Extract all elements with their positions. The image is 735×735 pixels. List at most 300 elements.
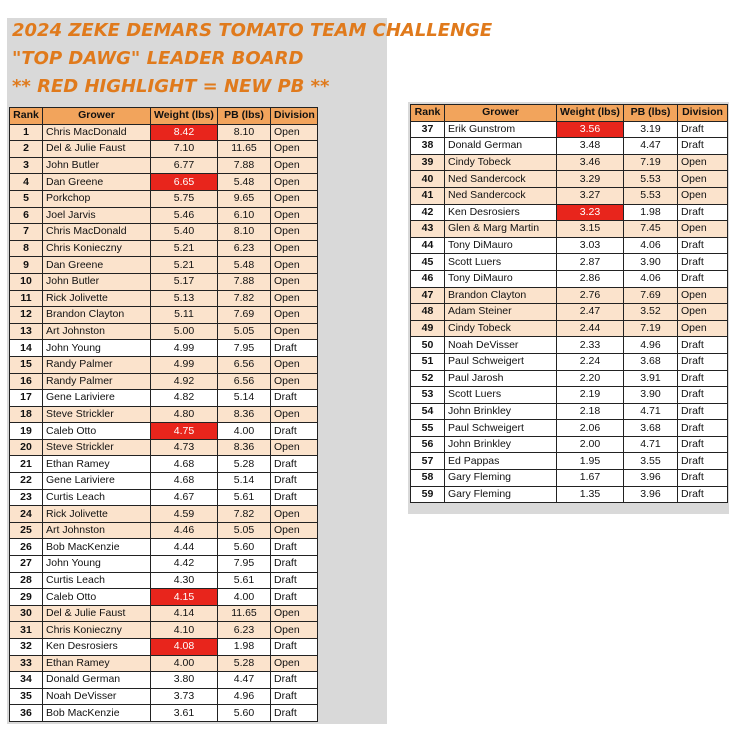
division-cell: Draft bbox=[678, 370, 728, 387]
rank-cell: 50 bbox=[411, 337, 445, 354]
division-cell: Open bbox=[271, 273, 318, 290]
rank-cell: 4 bbox=[10, 174, 43, 191]
grower-cell: Ken Desrosiers bbox=[445, 204, 557, 221]
weight-cell: 8.42 bbox=[151, 124, 218, 141]
weight-cell: 4.80 bbox=[151, 406, 218, 423]
table-row bbox=[411, 320, 728, 337]
division-cell: Open bbox=[271, 174, 318, 191]
pb-cell: 5.53 bbox=[624, 171, 678, 188]
grower-cell: Bob MacKenzie bbox=[43, 539, 151, 556]
rank-cell: 54 bbox=[411, 403, 445, 420]
pb-cell: 3.91 bbox=[624, 370, 678, 387]
pb-cell: 7.69 bbox=[218, 307, 271, 324]
weight-cell: 2.18 bbox=[557, 403, 624, 420]
rank-cell: 57 bbox=[411, 453, 445, 470]
weight-cell: 4.10 bbox=[151, 622, 218, 639]
pb-cell: 6.10 bbox=[218, 207, 271, 224]
grower-cell: Cindy Tobeck bbox=[445, 154, 557, 171]
table-header-row bbox=[411, 105, 728, 122]
pb-cell: 4.00 bbox=[218, 423, 271, 440]
pb-cell: 3.90 bbox=[624, 254, 678, 271]
pb-cell: 8.36 bbox=[218, 406, 271, 423]
grower-cell: Donald German bbox=[43, 672, 151, 689]
pb-cell: 7.82 bbox=[218, 290, 271, 307]
leaderboard-table-left bbox=[9, 107, 318, 722]
grower-cell: Paul Schweigert bbox=[445, 353, 557, 370]
grower-cell: Scott Luers bbox=[445, 387, 557, 404]
weight-cell: 5.75 bbox=[151, 190, 218, 207]
division-cell: Draft bbox=[271, 390, 318, 407]
division-cell: Draft bbox=[271, 556, 318, 573]
pb-cell: 3.96 bbox=[624, 470, 678, 487]
rank-cell: 22 bbox=[10, 473, 43, 490]
grower-cell: Tony DiMauro bbox=[445, 237, 557, 254]
weight-cell: 2.47 bbox=[557, 304, 624, 321]
rank-cell: 14 bbox=[10, 340, 43, 357]
grower-cell: John Butler bbox=[43, 157, 151, 174]
table-row bbox=[10, 605, 318, 622]
rank-cell: 31 bbox=[10, 622, 43, 639]
table-row bbox=[411, 403, 728, 420]
division-cell: Open bbox=[271, 141, 318, 158]
division-cell: Open bbox=[271, 323, 318, 340]
rank-cell: 32 bbox=[10, 639, 43, 656]
weight-cell: 2.44 bbox=[557, 320, 624, 337]
rank-cell: 21 bbox=[10, 456, 43, 473]
division-cell: Open bbox=[678, 287, 728, 304]
table-row bbox=[10, 506, 318, 523]
header-weight: Weight (lbs) bbox=[151, 108, 218, 125]
weight-cell: 4.75 bbox=[151, 423, 218, 440]
grower-cell: Bob MacKenzie bbox=[43, 705, 151, 722]
pb-cell: 5.48 bbox=[218, 257, 271, 274]
table-row bbox=[411, 187, 728, 204]
rank-cell: 27 bbox=[10, 556, 43, 573]
division-cell: Open bbox=[678, 171, 728, 188]
division-cell: Draft bbox=[678, 254, 728, 271]
rank-cell: 17 bbox=[10, 390, 43, 407]
pb-cell: 5.53 bbox=[624, 187, 678, 204]
table-row bbox=[10, 688, 318, 705]
division-cell: Draft bbox=[271, 639, 318, 656]
rank-cell: 52 bbox=[411, 370, 445, 387]
rank-cell: 44 bbox=[411, 237, 445, 254]
rank-cell: 6 bbox=[10, 207, 43, 224]
weight-cell: 3.56 bbox=[557, 121, 624, 138]
weight-cell: 6.77 bbox=[151, 157, 218, 174]
pb-cell: 8.10 bbox=[218, 224, 271, 241]
division-cell: Draft bbox=[271, 672, 318, 689]
table-row bbox=[411, 254, 728, 271]
division-cell: Open bbox=[678, 154, 728, 171]
grower-cell: Art Johnston bbox=[43, 323, 151, 340]
division-cell: Draft bbox=[678, 436, 728, 453]
table-row bbox=[411, 171, 728, 188]
table-row bbox=[10, 157, 318, 174]
grower-cell: Adam Steiner bbox=[445, 304, 557, 321]
grower-cell: Erik Gunstrom bbox=[445, 121, 557, 138]
grower-cell: Chris MacDonald bbox=[43, 224, 151, 241]
table-row bbox=[10, 174, 318, 191]
table-row bbox=[10, 124, 318, 141]
grower-cell: Donald German bbox=[445, 138, 557, 155]
table-row bbox=[10, 572, 318, 589]
grower-cell: Ken Desrosiers bbox=[43, 639, 151, 656]
division-cell: Draft bbox=[271, 423, 318, 440]
division-cell: Open bbox=[271, 622, 318, 639]
header-division: Division bbox=[271, 108, 318, 125]
weight-cell: 4.99 bbox=[151, 356, 218, 373]
leaderboard-body-right bbox=[411, 121, 728, 503]
pb-cell: 4.71 bbox=[624, 403, 678, 420]
rank-cell: 56 bbox=[411, 436, 445, 453]
pb-cell: 3.52 bbox=[624, 304, 678, 321]
table-row bbox=[10, 672, 318, 689]
grower-cell: John Brinkley bbox=[445, 403, 557, 420]
grower-cell: John Butler bbox=[43, 273, 151, 290]
pb-cell: 5.05 bbox=[218, 522, 271, 539]
division-cell: Open bbox=[271, 506, 318, 523]
division-cell: Draft bbox=[271, 489, 318, 506]
grower-cell: Caleb Otto bbox=[43, 423, 151, 440]
pb-cell: 9.65 bbox=[218, 190, 271, 207]
rank-cell: 34 bbox=[10, 672, 43, 689]
pb-cell: 5.60 bbox=[218, 539, 271, 556]
pb-cell: 11.65 bbox=[218, 141, 271, 158]
pb-cell: 7.88 bbox=[218, 157, 271, 174]
grower-cell: Gary Fleming bbox=[445, 486, 557, 503]
weight-cell: 2.24 bbox=[557, 353, 624, 370]
table-row bbox=[10, 257, 318, 274]
weight-cell: 1.35 bbox=[557, 486, 624, 503]
rank-cell: 51 bbox=[411, 353, 445, 370]
division-cell: Open bbox=[271, 240, 318, 257]
table-row bbox=[411, 221, 728, 238]
weight-cell: 2.87 bbox=[557, 254, 624, 271]
division-cell: Draft bbox=[678, 453, 728, 470]
division-cell: Open bbox=[678, 304, 728, 321]
division-cell: Open bbox=[271, 655, 318, 672]
pb-cell: 7.95 bbox=[218, 340, 271, 357]
pb-cell: 3.55 bbox=[624, 453, 678, 470]
rank-cell: 2 bbox=[10, 141, 43, 158]
weight-cell: 5.21 bbox=[151, 257, 218, 274]
pb-cell: 4.06 bbox=[624, 237, 678, 254]
table-row bbox=[10, 622, 318, 639]
weight-cell: 2.33 bbox=[557, 337, 624, 354]
grower-cell: Chris Konieczny bbox=[43, 622, 151, 639]
rank-cell: 38 bbox=[411, 138, 445, 155]
division-cell: Draft bbox=[678, 337, 728, 354]
weight-cell: 2.00 bbox=[557, 436, 624, 453]
pb-cell: 11.65 bbox=[218, 605, 271, 622]
pb-cell: 7.19 bbox=[624, 154, 678, 171]
rank-cell: 47 bbox=[411, 287, 445, 304]
table-row bbox=[10, 356, 318, 373]
weight-cell: 4.68 bbox=[151, 456, 218, 473]
table-row bbox=[10, 373, 318, 390]
rank-cell: 49 bbox=[411, 320, 445, 337]
weight-cell: 4.68 bbox=[151, 473, 218, 490]
table-row bbox=[10, 439, 318, 456]
pb-cell: 5.05 bbox=[218, 323, 271, 340]
pb-cell: 4.06 bbox=[624, 270, 678, 287]
rank-cell: 42 bbox=[411, 204, 445, 221]
table-row bbox=[411, 436, 728, 453]
weight-cell: 5.17 bbox=[151, 273, 218, 290]
weight-cell: 3.46 bbox=[557, 154, 624, 171]
division-cell: Draft bbox=[678, 138, 728, 155]
weight-cell: 5.00 bbox=[151, 323, 218, 340]
division-cell: Draft bbox=[271, 705, 318, 722]
table-row bbox=[411, 287, 728, 304]
grower-cell: Cindy Tobeck bbox=[445, 320, 557, 337]
table-row bbox=[10, 273, 318, 290]
weight-cell: 4.30 bbox=[151, 572, 218, 589]
pb-cell: 5.61 bbox=[218, 572, 271, 589]
grower-cell: Gene Lariviere bbox=[43, 473, 151, 490]
rank-cell: 18 bbox=[10, 406, 43, 423]
page-subtitle: "TOP DAWG" LEADER BOARD bbox=[12, 48, 304, 69]
grower-cell: Ed Pappas bbox=[445, 453, 557, 470]
grower-cell: Art Johnston bbox=[43, 522, 151, 539]
rank-cell: 59 bbox=[411, 486, 445, 503]
weight-cell: 2.06 bbox=[557, 420, 624, 437]
pb-cell: 6.56 bbox=[218, 373, 271, 390]
division-cell: Draft bbox=[271, 539, 318, 556]
weight-cell: 3.03 bbox=[557, 237, 624, 254]
grower-cell: Noah DeVisser bbox=[445, 337, 557, 354]
table-row bbox=[10, 456, 318, 473]
pb-cell: 4.71 bbox=[624, 436, 678, 453]
rank-cell: 41 bbox=[411, 187, 445, 204]
weight-cell: 3.23 bbox=[557, 204, 624, 221]
grower-cell: Chris Konieczny bbox=[43, 240, 151, 257]
weight-cell: 3.48 bbox=[557, 138, 624, 155]
rank-cell: 20 bbox=[10, 439, 43, 456]
weight-cell: 3.15 bbox=[557, 221, 624, 238]
weight-cell: 1.67 bbox=[557, 470, 624, 487]
pb-cell: 5.48 bbox=[218, 174, 271, 191]
grower-cell: Brandon Clayton bbox=[445, 287, 557, 304]
table-row bbox=[10, 589, 318, 606]
grower-cell: Joel Jarvis bbox=[43, 207, 151, 224]
weight-cell: 4.73 bbox=[151, 439, 218, 456]
header-rank: Rank bbox=[10, 108, 43, 125]
pb-cell: 7.45 bbox=[624, 221, 678, 238]
grower-cell: Randy Palmer bbox=[43, 373, 151, 390]
division-cell: Open bbox=[678, 221, 728, 238]
division-cell: Open bbox=[271, 406, 318, 423]
pb-cell: 3.19 bbox=[624, 121, 678, 138]
table-row bbox=[10, 705, 318, 722]
page-title: 2024 ZEKE DEMARS TOMATO TEAM CHALLENGE bbox=[12, 20, 493, 41]
division-cell: Draft bbox=[271, 589, 318, 606]
grower-cell: Del & Julie Faust bbox=[43, 605, 151, 622]
grower-cell: Brandon Clayton bbox=[43, 307, 151, 324]
weight-cell: 5.40 bbox=[151, 224, 218, 241]
rank-cell: 33 bbox=[10, 655, 43, 672]
table-row bbox=[10, 390, 318, 407]
rank-cell: 8 bbox=[10, 240, 43, 257]
weight-cell: 5.21 bbox=[151, 240, 218, 257]
table-row bbox=[10, 190, 318, 207]
grower-cell: Gary Fleming bbox=[445, 470, 557, 487]
pb-cell: 7.95 bbox=[218, 556, 271, 573]
rank-cell: 37 bbox=[411, 121, 445, 138]
pb-cell: 8.36 bbox=[218, 439, 271, 456]
weight-cell: 4.82 bbox=[151, 390, 218, 407]
pb-cell: 5.60 bbox=[218, 705, 271, 722]
pb-cell: 1.98 bbox=[218, 639, 271, 656]
division-cell: Draft bbox=[678, 486, 728, 503]
division-cell: Draft bbox=[678, 237, 728, 254]
table-row bbox=[411, 237, 728, 254]
division-cell: Draft bbox=[678, 270, 728, 287]
rank-cell: 48 bbox=[411, 304, 445, 321]
pb-cell: 5.28 bbox=[218, 655, 271, 672]
division-cell: Draft bbox=[678, 470, 728, 487]
rank-cell: 19 bbox=[10, 423, 43, 440]
weight-cell: 5.11 bbox=[151, 307, 218, 324]
leaderboard-table-right bbox=[410, 104, 728, 503]
table-row bbox=[10, 473, 318, 490]
rank-cell: 3 bbox=[10, 157, 43, 174]
division-cell: Draft bbox=[271, 340, 318, 357]
division-cell: Open bbox=[271, 522, 318, 539]
rank-cell: 15 bbox=[10, 356, 43, 373]
weight-cell: 2.76 bbox=[557, 287, 624, 304]
rank-cell: 45 bbox=[411, 254, 445, 271]
rank-cell: 35 bbox=[10, 688, 43, 705]
grower-cell: Rick Jolivette bbox=[43, 290, 151, 307]
pb-cell: 4.96 bbox=[624, 337, 678, 354]
table-row bbox=[411, 420, 728, 437]
division-cell: Open bbox=[271, 157, 318, 174]
table-row bbox=[411, 387, 728, 404]
division-cell: Draft bbox=[678, 204, 728, 221]
rank-cell: 25 bbox=[10, 522, 43, 539]
leaderboard-body-left bbox=[10, 124, 318, 721]
weight-cell: 4.67 bbox=[151, 489, 218, 506]
weight-cell: 4.42 bbox=[151, 556, 218, 573]
table-row bbox=[411, 370, 728, 387]
grower-cell: Chris MacDonald bbox=[43, 124, 151, 141]
pb-cell: 5.14 bbox=[218, 390, 271, 407]
weight-cell: 1.95 bbox=[557, 453, 624, 470]
table-row bbox=[10, 406, 318, 423]
weight-cell: 3.80 bbox=[151, 672, 218, 689]
header-rank: Rank bbox=[411, 105, 445, 122]
pb-cell: 7.19 bbox=[624, 320, 678, 337]
grower-cell: Steve Strickler bbox=[43, 439, 151, 456]
division-cell: Open bbox=[271, 224, 318, 241]
pb-cell: 4.00 bbox=[218, 589, 271, 606]
pb-cell: 6.23 bbox=[218, 240, 271, 257]
weight-cell: 4.14 bbox=[151, 605, 218, 622]
division-cell: Draft bbox=[678, 387, 728, 404]
grower-cell: Rick Jolivette bbox=[43, 506, 151, 523]
division-cell: Open bbox=[271, 257, 318, 274]
pb-cell: 6.56 bbox=[218, 356, 271, 373]
table-row bbox=[411, 337, 728, 354]
table-row bbox=[10, 323, 318, 340]
weight-cell: 7.10 bbox=[151, 141, 218, 158]
grower-cell: Ethan Ramey bbox=[43, 655, 151, 672]
grower-cell: John Young bbox=[43, 556, 151, 573]
rank-cell: 36 bbox=[10, 705, 43, 722]
weight-cell: 4.59 bbox=[151, 506, 218, 523]
rank-cell: 11 bbox=[10, 290, 43, 307]
grower-cell: John Brinkley bbox=[445, 436, 557, 453]
weight-cell: 4.92 bbox=[151, 373, 218, 390]
grower-cell: Tony DiMauro bbox=[445, 270, 557, 287]
table-row bbox=[411, 353, 728, 370]
division-cell: Draft bbox=[271, 688, 318, 705]
grower-cell: Dan Greene bbox=[43, 174, 151, 191]
division-cell: Open bbox=[271, 124, 318, 141]
division-cell: Draft bbox=[678, 121, 728, 138]
grower-cell: Gene Lariviere bbox=[43, 390, 151, 407]
pb-cell: 6.23 bbox=[218, 622, 271, 639]
rank-cell: 40 bbox=[411, 171, 445, 188]
weight-cell: 3.29 bbox=[557, 171, 624, 188]
division-cell: Open bbox=[271, 605, 318, 622]
table-row bbox=[10, 423, 318, 440]
table-header-row bbox=[10, 108, 318, 125]
weight-cell: 4.15 bbox=[151, 589, 218, 606]
grower-cell: Ned Sandercock bbox=[445, 171, 557, 188]
pb-cell: 4.47 bbox=[218, 672, 271, 689]
rank-cell: 30 bbox=[10, 605, 43, 622]
table-row bbox=[411, 121, 728, 138]
table-row bbox=[10, 240, 318, 257]
rank-cell: 29 bbox=[10, 589, 43, 606]
grower-cell: Curtis Leach bbox=[43, 572, 151, 589]
pb-cell: 5.14 bbox=[218, 473, 271, 490]
division-cell: Draft bbox=[271, 572, 318, 589]
table-row bbox=[411, 486, 728, 503]
table-row bbox=[10, 207, 318, 224]
rank-cell: 46 bbox=[411, 270, 445, 287]
header-division: Division bbox=[678, 105, 728, 122]
table-row bbox=[10, 290, 318, 307]
weight-cell: 5.46 bbox=[151, 207, 218, 224]
grower-cell: Caleb Otto bbox=[43, 589, 151, 606]
grower-cell: John Young bbox=[43, 340, 151, 357]
table-row bbox=[411, 138, 728, 155]
weight-cell: 4.00 bbox=[151, 655, 218, 672]
rank-cell: 26 bbox=[10, 539, 43, 556]
weight-cell: 4.99 bbox=[151, 340, 218, 357]
table-row bbox=[10, 539, 318, 556]
rank-cell: 53 bbox=[411, 387, 445, 404]
division-cell: Draft bbox=[678, 420, 728, 437]
grower-cell: Curtis Leach bbox=[43, 489, 151, 506]
weight-cell: 6.65 bbox=[151, 174, 218, 191]
pb-cell: 5.61 bbox=[218, 489, 271, 506]
rank-cell: 10 bbox=[10, 273, 43, 290]
division-cell: Open bbox=[271, 207, 318, 224]
weight-cell: 4.08 bbox=[151, 639, 218, 656]
rank-cell: 16 bbox=[10, 373, 43, 390]
division-cell: Open bbox=[271, 307, 318, 324]
table-row bbox=[10, 489, 318, 506]
table-row bbox=[10, 522, 318, 539]
header-pb: PB (lbs) bbox=[624, 105, 678, 122]
weight-cell: 3.61 bbox=[151, 705, 218, 722]
rank-cell: 23 bbox=[10, 489, 43, 506]
